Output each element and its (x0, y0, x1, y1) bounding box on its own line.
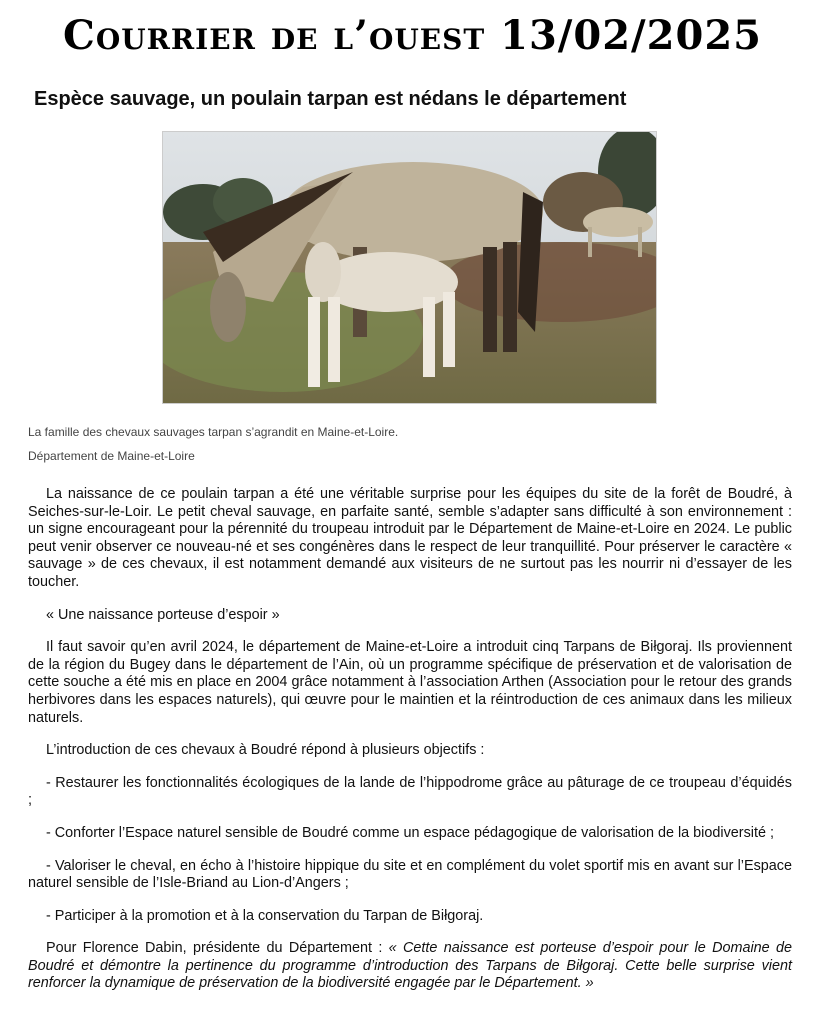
objective-item: - Valoriser le cheval, en écho à l’histoire hippique du site et en complément du volet sportif mis en avant sur l’Espace naturel sensible de l’Isle-Briand au Lion-d’Angers ; (28, 857, 792, 892)
article-body (28, 486, 792, 993)
photo-credit: Département de Maine-et-Loire (28, 449, 195, 463)
objective-item: - Participer à la promotion et à la conservation du Tarpan de Biłgoraj. (46, 907, 484, 924)
article-paragraph: Il faut savoir qu’en avril 2024, le département de Maine-et-Loire a introduit cinq Tarpans de Biłgoraj. Ils proviennent de la région du Bugey dans le département de l’Ain, où un programme spécifique de préservation et de valorisation de cette souche a été mis en place en 2004 grâce notamment à l’association Arthen (Association pour le retour des grands herbivores dans les espaces naturels), qui œuvre pour le maintien et la réintroduction de ces animaux dans les milieux naturels. (28, 639, 792, 726)
article-paragraph: L’introduction de ces chevaux à Boudré répond à plusieurs objectifs : (46, 742, 485, 759)
article-subhead: « Une naissance porteuse d’espoir » (46, 606, 280, 623)
objective-item: - Conforter l’Espace naturel sensible de Boudré comme un espace pédagogique de valorisation de la biodiversité ; (46, 824, 774, 841)
article-headline: Espèce sauvage, un poulain tarpan est nédans le département (34, 88, 627, 110)
photo-caption: La famille des chevaux sauvages tarpan s’agrandit en Maine-et-Loire. (28, 425, 399, 439)
article-photo (162, 131, 657, 404)
president-quote: « Cette naissance est porteuse d’espoir pour le Domaine de Boudré et démontre la pertinence du programme d’introduction des Tarpans de Biłgoraj. Cette belle surprise vient renforcer la dynamique de préservation de la biodiversité engagée par le Département. » (28, 940, 792, 992)
newspaper-masthead: Courrier de l’ouest 13/02/2025 (63, 12, 762, 59)
tarpan-mare-and-foal-illustration (163, 132, 656, 403)
president-quote-paragraph (28, 940, 792, 993)
quote-attribution: Pour Florence Dabin, présidente du Département : (46, 940, 389, 957)
objective-item: - Restaurer les fonctionnalités écologiques de la lande de l’hippodrome grâce au pâturage de ce troupeau d’équidés ; (28, 774, 792, 809)
article-paragraph: La naissance de ce poulain tarpan a été une véritable surprise pour les équipes du site de la forêt de Boudré, à Seiches-sur-le-Loir. Le petit cheval sauvage, en parfaite santé, semble s’adapter sans difficulté à son environnement : un signe encourageant pour la pérennité du troupeau introduit par le Département de Maine-et-Loire en 2024. Le public peut venir observer ce nouveau-né et ses congénères dans le respect de leur tranquillité. Pour préserver le caractère « sauvage » de ces chevaux, il est notamment demandé aux visiteurs de ne surtout pas les nourrir ni d’essayer de les toucher. (28, 486, 792, 590)
